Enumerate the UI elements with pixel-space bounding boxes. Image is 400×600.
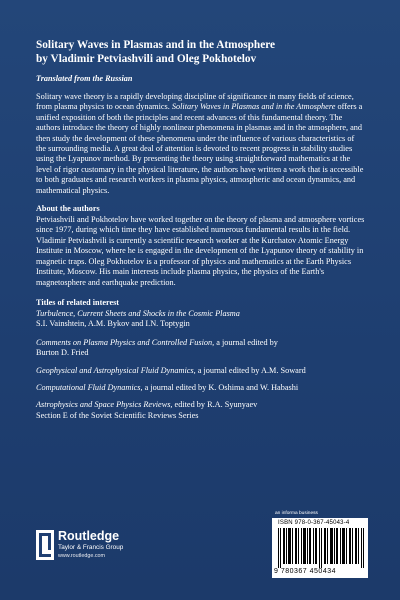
isbn-barcode: [272, 518, 368, 578]
barcode-number: 9 780367 450434: [274, 568, 336, 575]
related-detail-line2: Section E of the Soviet Scientific Reviews Series: [36, 410, 199, 420]
related-title-item: [36, 309, 366, 330]
about-authors-text: Petviashvili and Pokhotelov have worked together on the theory of plasma and atmosphere vortices since 1977, during which time they have established numerous fundamental results in the field. Vladimir Petviashvili is currently a scientific research worker at the Kurchatov Atomic Energy Institute in Moscow, where he is engaged in the development of the Lyapunov theory of stability in magnetic traps. Oleg Pokhotelov is a professor of physics and mathematics at the Earth Physics Institute, Moscow. His main interests include plasma physics, the physics of the Earth's magnetosphere and earthquake prediction.: [36, 215, 365, 287]
related-title: Computational Fluid Dynamics,: [36, 382, 143, 392]
related-detail-line2: S.I. Vainshtein, A.M. Bykov and I.N. Toptygin: [36, 319, 190, 329]
about-authors-heading: About the authors: [36, 204, 100, 214]
book-description: [36, 92, 366, 196]
informa-tagline: an informa business: [275, 511, 318, 516]
publisher-name: Routledge: [58, 529, 120, 543]
publisher-logo: [36, 530, 176, 570]
related-title-item: [36, 400, 366, 421]
related-title-item: [36, 383, 366, 393]
related-title: Comments on Plasma Physics and Controlled Fusion,: [36, 337, 215, 347]
description-part-1: Solitary wave theory is a rapidly developing discipline of significance in many fields of science, from plasma physics to ocean dynamics.: [36, 92, 354, 112]
publisher-group: Taylor & Francis Group: [58, 544, 124, 551]
related-detail: a journal edited by: [214, 337, 278, 347]
translation-note: Translated from the Russian: [36, 74, 133, 83]
publisher-url: www.routledge.com: [58, 553, 106, 559]
related-title-item: [36, 366, 366, 376]
description-italic-title: Solitary Waves in Plasmas and in the Atmosphere: [171, 102, 336, 112]
book-title: Solitary Waves in Plasmas and in the Atmosphere: [36, 39, 276, 51]
isbn-label: ISBN 978-0-367-45043-4: [278, 520, 350, 526]
related-title: Astrophysics and Space Physics Reviews,: [36, 400, 173, 410]
publisher-wordmark: [58, 530, 123, 560]
back-cover-text: [36, 38, 366, 428]
related-title-item: [36, 338, 366, 359]
barcode-bars-icon: [278, 528, 364, 568]
related-titles-heading: Titles of related interest: [36, 297, 119, 307]
book-authors: by Vladimir Petviashvili and Oleg Pokhotelov: [36, 53, 257, 65]
related-title: Turbulence, Current Sheets and Shocks in the Cosmic Plasma: [36, 308, 240, 318]
related-detail: a journal edited by A.M. Soward: [195, 365, 306, 375]
related-title: Geophysical and Astrophysical Fluid Dynamics,: [36, 365, 196, 375]
description-part-2: offers a unified exposition of both the principles and recent advances of this fundamental theory. The authors introduce the theory of highly nonlinear phenomena in plasmas and in the atmosphere, and then study the development of these phenomena under the influence of various characteristics of the surrounding media. A great deal of attention is devoted to recent progress in stability studies using the Lyapunov method. By presenting the theory using straightforward mathematics at the level of rigor customary in the physical literature, the authors have written a work that is accessible to both graduates and research workers in plasma physics, atmospheric and ocean dynamics, and mathematical physics.: [36, 102, 364, 195]
related-detail: edited by R.A. Syunyaev: [172, 400, 258, 410]
routledge-logo-icon: [36, 530, 54, 560]
related-detail: a journal edited by K. Oshima and W. Habashi: [142, 382, 299, 392]
related-detail-line2: Burton D. Fried: [36, 348, 89, 358]
